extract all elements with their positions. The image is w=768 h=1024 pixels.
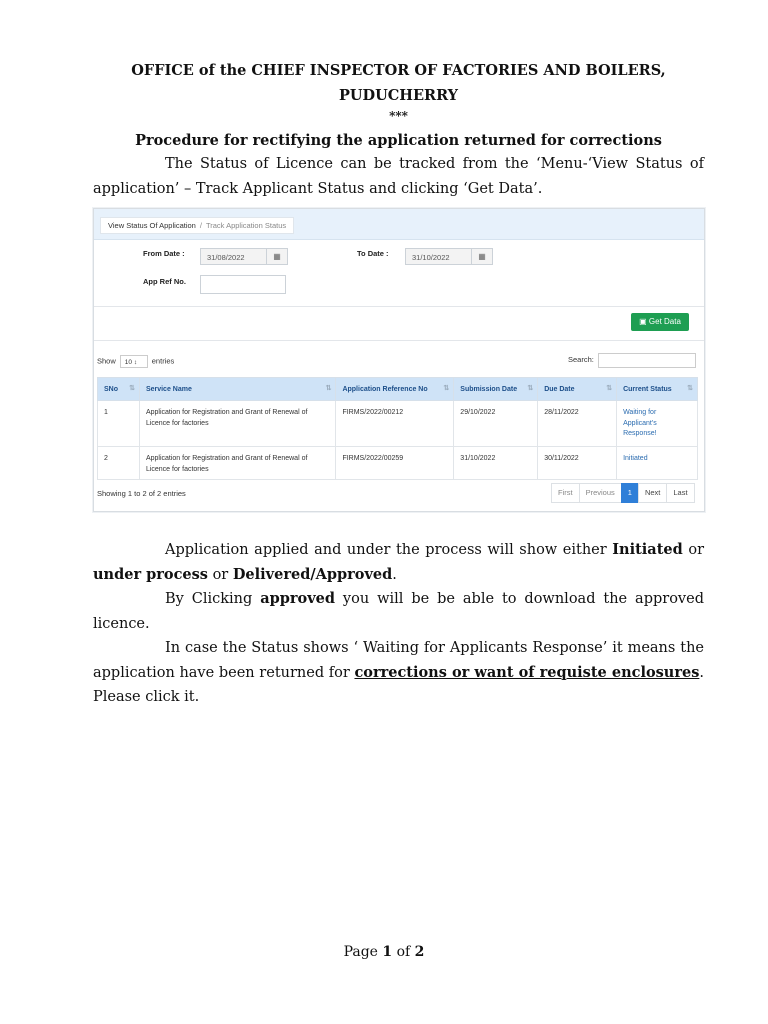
status-table (97, 377, 698, 480)
show-suffix: entries (151, 356, 175, 366)
document-body (93, 538, 704, 710)
waiting-paragraph: In case the Status shows ‘ Waiting for Applicants Response’ it means the application have been returned for corrections or want of requiste enclosures. Please click it. (93, 640, 704, 705)
status-paragraph: Application applied and under the process will show either Initiated or under process or Delivered/Approved. (93, 541, 704, 583)
show-prefix: Show (97, 356, 116, 366)
sort-icon: ⇅ (443, 385, 450, 392)
cell-due: 28/11/2022 (538, 401, 617, 447)
intro-paragraph: The Status of Licence can be tracked from the ‘Menu-‘View Status of application’ – Track Applicant Status and clicking ‘Get Data’. (93, 156, 704, 197)
column-header[interactable]: Due Date ⇅ (538, 378, 617, 401)
cell-sno: 1 (98, 401, 140, 447)
form-divider (94, 306, 704, 307)
breadcrumb (100, 217, 294, 234)
breadcrumb-parent[interactable]: View Status Of Application (108, 221, 196, 230)
sort-icon: ⇅ (129, 385, 135, 392)
column-header[interactable]: Current Status ⇅ (617, 378, 698, 401)
to-date-field[interactable] (405, 248, 493, 265)
initiated-text: Initiated (612, 541, 683, 558)
status-screenshot (93, 208, 705, 512)
calendar-icon[interactable]: ▦ (471, 249, 492, 264)
separator-stars: *** (389, 109, 408, 123)
save-icon: ▣ (639, 317, 647, 326)
pagination (552, 483, 695, 503)
entries-select[interactable] (120, 355, 148, 368)
column-header[interactable]: Submission Date ⇅ (454, 378, 538, 401)
table-row (98, 401, 698, 447)
sort-icon: ⇅ (527, 385, 534, 392)
approved-paragraph: By Clicking approved you will be be able to download the approved licence. (93, 590, 704, 632)
cell-ref: FIRMS/2022/00212 (336, 401, 454, 447)
from-date-value: 31/08/2022 (207, 253, 245, 262)
delivered-text: Delivered/Approved (232, 565, 393, 583)
page-current: 1 (382, 944, 393, 960)
sort-icon: ⇅ (606, 385, 613, 392)
table-row (98, 447, 698, 480)
document-header (93, 58, 704, 201)
toolbar-divider (94, 340, 704, 341)
get-data-label: Get Data (648, 317, 681, 326)
cell-status-link[interactable]: Initiated (617, 447, 698, 480)
cell-submitted: 29/10/2022 (454, 401, 538, 447)
page-next-button[interactable]: Next (638, 483, 667, 503)
under-process-text: under process (93, 565, 208, 583)
column-header[interactable]: Service Name ⇅ (139, 378, 336, 401)
entries-value: 10 (124, 359, 132, 366)
to-date-value: 31/10/2022 (412, 253, 450, 262)
approved-text: approved (260, 590, 335, 607)
page-last-button[interactable]: Last (666, 483, 694, 503)
cell-sno: 2 (98, 447, 140, 480)
get-data-button[interactable] (631, 313, 689, 331)
table-info: Showing 1 to 2 of 2 entries (97, 489, 186, 498)
chevron-updown-icon: ↕ (133, 359, 138, 366)
cell-due: 30/11/2022 (538, 447, 617, 480)
from-date-field[interactable] (200, 248, 288, 265)
app-ref-label: App Ref No. (143, 277, 186, 286)
procedure-title: Procedure for rectifying the application returned for corrections (135, 132, 662, 149)
office-location: PUDUCHERRY (338, 87, 459, 104)
cell-status-link[interactable]: Waiting for Applicant's Response! (617, 401, 698, 447)
corrections-text: corrections or want of requiste enclosures (354, 663, 700, 681)
breadcrumb-separator: / (199, 221, 202, 230)
office-title: OFFICE of the CHIEF INSPECTOR OF FACTORIES AND BOILERS, (131, 62, 666, 79)
cell-ref: FIRMS/2022/00259 (336, 447, 454, 480)
to-date-label: To Date : (357, 249, 389, 258)
table-header-row (98, 378, 698, 401)
breadcrumb-bar (94, 209, 704, 240)
column-header[interactable]: SNo ⇅ (98, 378, 140, 401)
search-input[interactable] (598, 353, 696, 368)
column-header[interactable]: Application Reference No ⇅ (336, 378, 454, 401)
calendar-icon[interactable]: ▦ (266, 249, 287, 264)
from-date-label: From Date : (143, 249, 185, 258)
page-current-button[interactable]: 1 (621, 483, 639, 503)
cell-submitted: 31/10/2022 (454, 447, 538, 480)
search-label: Search: (568, 355, 594, 364)
page-first-button[interactable]: First (551, 483, 580, 503)
page-footer: Page 1 of 2 (343, 944, 425, 960)
page-previous-button[interactable]: Previous (579, 483, 622, 503)
sort-icon: ⇅ (325, 385, 332, 392)
sort-icon: ⇅ (687, 385, 693, 392)
app-ref-input[interactable] (200, 275, 286, 294)
breadcrumb-current: Track Application Status (205, 221, 287, 230)
show-entries (97, 355, 174, 368)
cell-service: Application for Registration and Grant of Renewal of Licence for factories (139, 447, 336, 480)
page-total: 2 (414, 944, 425, 960)
cell-service: Application for Registration and Grant of Renewal of Licence for factories (139, 401, 336, 447)
